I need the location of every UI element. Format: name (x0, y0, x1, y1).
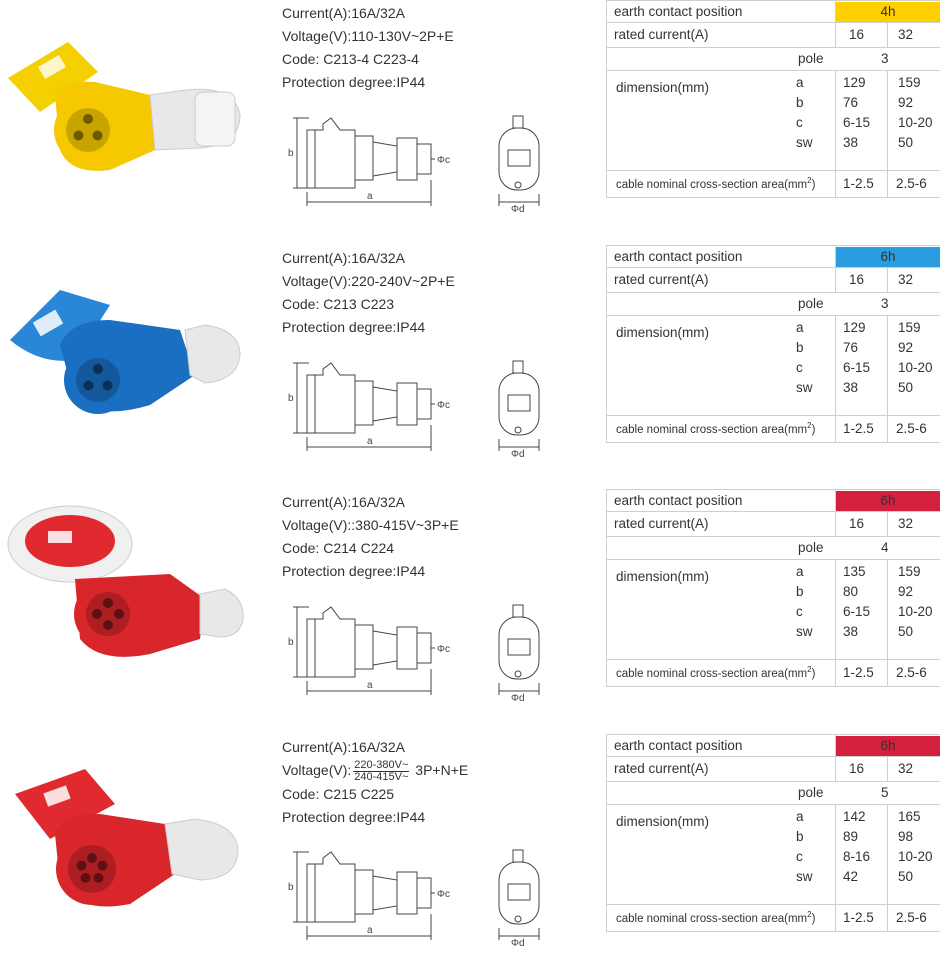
product-section-red-4pole (0, 489, 940, 729)
product-section-yellow (0, 0, 940, 240)
table-divider (887, 315, 888, 442)
drawing-label-phi-c: Φc (437, 644, 450, 655)
dim-b-16: 80 (843, 584, 859, 599)
rated-current-16: 16 (849, 272, 865, 287)
dim-c-16: 6-15 (843, 604, 871, 619)
dim-key-c: c (796, 604, 803, 619)
table-divider (835, 70, 836, 197)
socket-pin-hole (103, 598, 113, 608)
rated-current-32: 32 (898, 516, 914, 531)
dim-sw-16: 42 (843, 869, 859, 884)
rated-current-label: rated current(A) (614, 27, 709, 42)
table-rule (606, 292, 940, 293)
dim-sw-32: 50 (898, 624, 914, 639)
table-divider (887, 267, 888, 292)
pole-label: pole (798, 785, 824, 800)
product-specs (282, 2, 454, 94)
dim-sw-32: 50 (898, 135, 914, 150)
dim-sw-16: 38 (843, 624, 859, 639)
socket-pin-hole (87, 853, 97, 863)
table-divider (835, 804, 836, 931)
drawing-label-b: b (288, 882, 294, 893)
spec-table (606, 734, 940, 932)
technical-drawing (285, 842, 555, 949)
table-rule (606, 511, 940, 512)
dim-key-c: c (796, 849, 803, 864)
current-spec: Current(A):16A/32A (282, 494, 405, 510)
earth-contact-label: earth contact position (614, 4, 743, 19)
dim-key-b: b (796, 340, 804, 355)
pole-label: pole (798, 296, 824, 311)
socket-pin-hole (103, 620, 113, 630)
table-divider (835, 734, 836, 781)
earth-contact-value: 6h (880, 493, 896, 508)
cable-32: 2.5-6 (896, 910, 927, 925)
dim-key-a: a (796, 75, 804, 90)
table-rule (606, 267, 940, 268)
cable-area-label: cable nominal cross-section $area(mm^2)$ (616, 665, 816, 680)
dim-key-a: a (796, 809, 804, 824)
rated-current-32: 32 (898, 761, 914, 776)
table-divider (887, 756, 888, 781)
rated-current-label: rated current(A) (614, 272, 709, 287)
drawing-label-phi-c: Φc (437, 400, 450, 411)
dim-a-16: 129 (843, 75, 866, 90)
spec-table (606, 0, 940, 198)
current-spec: Current(A):16A/32A (282, 5, 405, 21)
dimension-label: dimension(mm) (616, 569, 710, 584)
pole-value: 5 (881, 785, 889, 800)
table-divider (887, 70, 888, 197)
table-divider (835, 0, 836, 47)
drawing-label-b: b (288, 393, 294, 404)
voltage-spec: Voltage(V)::380-415V~3P+E (282, 517, 459, 533)
socket-pin-hole (103, 381, 113, 391)
table-rule (606, 559, 940, 560)
socket-pin-hole (81, 873, 91, 883)
earth-contact-value: 6h (880, 249, 896, 264)
technical-drawing (285, 353, 555, 460)
code-spec: Code: C213-4 C223-4 (282, 51, 419, 67)
table-rule (606, 904, 940, 905)
code-spec: Code: C215 C225 (282, 785, 395, 802)
socket-pin-hole (83, 381, 93, 391)
rated-current-16: 16 (849, 761, 865, 776)
cable-area-label: cable nominal cross-section $area(mm^2)$ (616, 176, 816, 191)
spec-table (606, 245, 940, 443)
socket-pin-hole (77, 861, 87, 871)
rated-current-32: 32 (898, 272, 914, 287)
technical-drawing (285, 597, 555, 704)
voltage-top: 220-380V~ (354, 758, 409, 771)
product-specs (282, 491, 459, 583)
cable-16: 1-2.5 (843, 421, 874, 436)
table-rule (606, 489, 940, 490)
table-divider (887, 804, 888, 931)
socket-pin-hole (97, 861, 107, 871)
voltage-suffix: 3P+N+E (415, 762, 469, 778)
table-rule (606, 245, 940, 246)
drawing-label-a: a (367, 680, 373, 691)
product-section-red-5pole (0, 734, 940, 974)
dimension-label: dimension(mm) (616, 325, 710, 340)
voltage-bottom: 240-415V~ (354, 770, 409, 783)
dim-key-c: c (796, 360, 803, 375)
voltage-prefix: Voltage(V): (282, 762, 352, 778)
technical-drawing (285, 108, 555, 215)
code-spec: Code: C214 C224 (282, 540, 395, 556)
dim-key-b: b (796, 584, 804, 599)
product-specs (282, 247, 455, 339)
socket-pin-hole (114, 609, 124, 619)
socket-pin-hole (93, 131, 103, 141)
dim-a-16: 135 (843, 564, 866, 579)
protection-spec: Protection degree:IP44 (282, 74, 426, 90)
voltage-spec (282, 759, 468, 783)
dim-c-32: 10-20 (898, 604, 933, 619)
pole-value: 4 (881, 540, 889, 555)
dim-sw-32: 50 (898, 869, 914, 884)
dim-sw-16: 38 (843, 380, 859, 395)
table-rule (606, 931, 940, 932)
dim-key-b: b (796, 95, 804, 110)
dimension-label: dimension(mm) (616, 80, 710, 95)
cable-16: 1-2.5 (843, 176, 874, 191)
protection-spec: Protection degree:IP44 (282, 808, 426, 825)
dim-c-32: 10-20 (898, 360, 933, 375)
table-rule (606, 170, 940, 171)
table-divider (606, 734, 607, 931)
table-rule (606, 442, 940, 443)
rated-current-32: 32 (898, 27, 914, 42)
dim-b-16: 76 (843, 340, 859, 355)
dim-a-16: 142 (843, 809, 866, 824)
voltage-fraction (353, 760, 409, 783)
table-divider (606, 245, 607, 442)
table-rule (606, 536, 940, 537)
pole-label: pole (798, 51, 824, 66)
cable-area-label: cable nominal cross-section $area(mm^2)$ (616, 421, 816, 436)
drawing-label-phi-c: Φc (437, 155, 450, 166)
pole-value: 3 (881, 51, 889, 66)
product-photo (0, 734, 250, 934)
table-divider (835, 559, 836, 686)
voltage-spec: Voltage(V):220-240V~2P+E (282, 273, 455, 289)
spec-table (606, 489, 940, 687)
dim-key-sw: sw (796, 869, 813, 884)
table-divider (606, 0, 607, 197)
drawing-label-a: a (367, 925, 373, 936)
dim-b-32: 92 (898, 95, 914, 110)
dim-c-16: 8-16 (843, 849, 871, 864)
dim-key-sw: sw (796, 624, 813, 639)
dim-key-sw: sw (796, 380, 813, 395)
drawing-label-phi-d: Φd (511, 938, 525, 949)
table-divider (606, 489, 607, 686)
table-rule (606, 0, 940, 1)
dim-c-16: 6-15 (843, 115, 871, 130)
product-photo (0, 489, 250, 689)
earth-contact-value: 4h (880, 4, 896, 19)
earth-contact-label: earth contact position (614, 249, 743, 264)
dim-b-32: 92 (898, 340, 914, 355)
earth-contact-value: 6h (880, 738, 896, 753)
dim-sw-32: 50 (898, 380, 914, 395)
table-divider (835, 489, 836, 536)
dim-b-16: 76 (843, 95, 859, 110)
table-rule (606, 756, 940, 757)
socket-pin-hole (83, 114, 93, 124)
dim-key-a: a (796, 564, 804, 579)
cable-16: 1-2.5 (843, 910, 874, 925)
dim-a-32: 159 (898, 564, 921, 579)
dim-b-32: 98 (898, 829, 914, 844)
socket-pin-hole (73, 131, 83, 141)
cable-16: 1-2.5 (843, 665, 874, 680)
table-rule (606, 22, 940, 23)
table-rule (606, 70, 940, 71)
cable-area-label: cable nominal cross-section $area(mm^2)$ (616, 910, 816, 925)
dim-a-32: 159 (898, 320, 921, 335)
dim-a-32: 159 (898, 75, 921, 90)
dim-c-32: 10-20 (898, 849, 933, 864)
drawing-label-a: a (367, 436, 373, 447)
table-divider (835, 315, 836, 442)
drawing-label-a: a (367, 191, 373, 202)
table-rule (606, 47, 940, 48)
table-rule (606, 734, 940, 735)
current-spec: Current(A):16A/32A (282, 739, 405, 755)
dim-key-a: a (796, 320, 804, 335)
earth-contact-label: earth contact position (614, 493, 743, 508)
dim-b-16: 89 (843, 829, 859, 844)
dim-b-32: 92 (898, 584, 914, 599)
current-spec: Current(A):16A/32A (282, 250, 405, 266)
pole-label: pole (798, 540, 824, 555)
product-section-blue (0, 245, 940, 485)
table-rule (606, 659, 940, 660)
rated-current-16: 16 (849, 516, 865, 531)
drawing-label-phi-d: Φd (511, 693, 525, 704)
socket-pin-hole (93, 873, 103, 883)
table-rule (606, 686, 940, 687)
product-specs (282, 736, 468, 829)
table-rule (606, 315, 940, 316)
rated-current-16: 16 (849, 27, 865, 42)
dimension-label: dimension(mm) (616, 814, 710, 829)
table-rule (606, 197, 940, 198)
table-divider (835, 245, 836, 292)
pole-value: 3 (881, 296, 889, 311)
drawing-label-b: b (288, 148, 294, 159)
drawing-label-phi-d: Φd (511, 204, 525, 215)
dim-key-b: b (796, 829, 804, 844)
table-divider (887, 559, 888, 686)
dim-a-16: 129 (843, 320, 866, 335)
table-divider (887, 22, 888, 47)
dim-c-32: 10-20 (898, 115, 933, 130)
voltage-spec: Voltage(V):110-130V~2P+E (282, 28, 454, 44)
drawing-label-phi-c: Φc (437, 889, 450, 900)
socket-pin-hole (92, 609, 102, 619)
drawing-label-phi-d: Φd (511, 449, 525, 460)
table-divider (887, 511, 888, 536)
dim-sw-16: 38 (843, 135, 859, 150)
protection-spec: Protection degree:IP44 (282, 319, 426, 335)
socket-pin-hole (93, 364, 103, 374)
dim-key-c: c (796, 115, 803, 130)
dim-a-32: 165 (898, 809, 921, 824)
dim-key-sw: sw (796, 135, 813, 150)
earth-contact-label: earth contact position (614, 738, 743, 753)
table-rule (606, 804, 940, 805)
table-rule (606, 781, 940, 782)
table-rule (606, 415, 940, 416)
code-spec: Code: C213 C223 (282, 296, 395, 312)
product-photo (0, 245, 250, 445)
rated-current-label: rated current(A) (614, 761, 709, 776)
cable-32: 2.5-6 (896, 665, 927, 680)
cable-32: 2.5-6 (896, 176, 927, 191)
dim-c-16: 6-15 (843, 360, 871, 375)
rated-current-label: rated current(A) (614, 516, 709, 531)
product-photo (0, 0, 250, 200)
drawing-label-b: b (288, 637, 294, 648)
cable-32: 2.5-6 (896, 421, 927, 436)
protection-spec: Protection degree:IP44 (282, 563, 426, 579)
